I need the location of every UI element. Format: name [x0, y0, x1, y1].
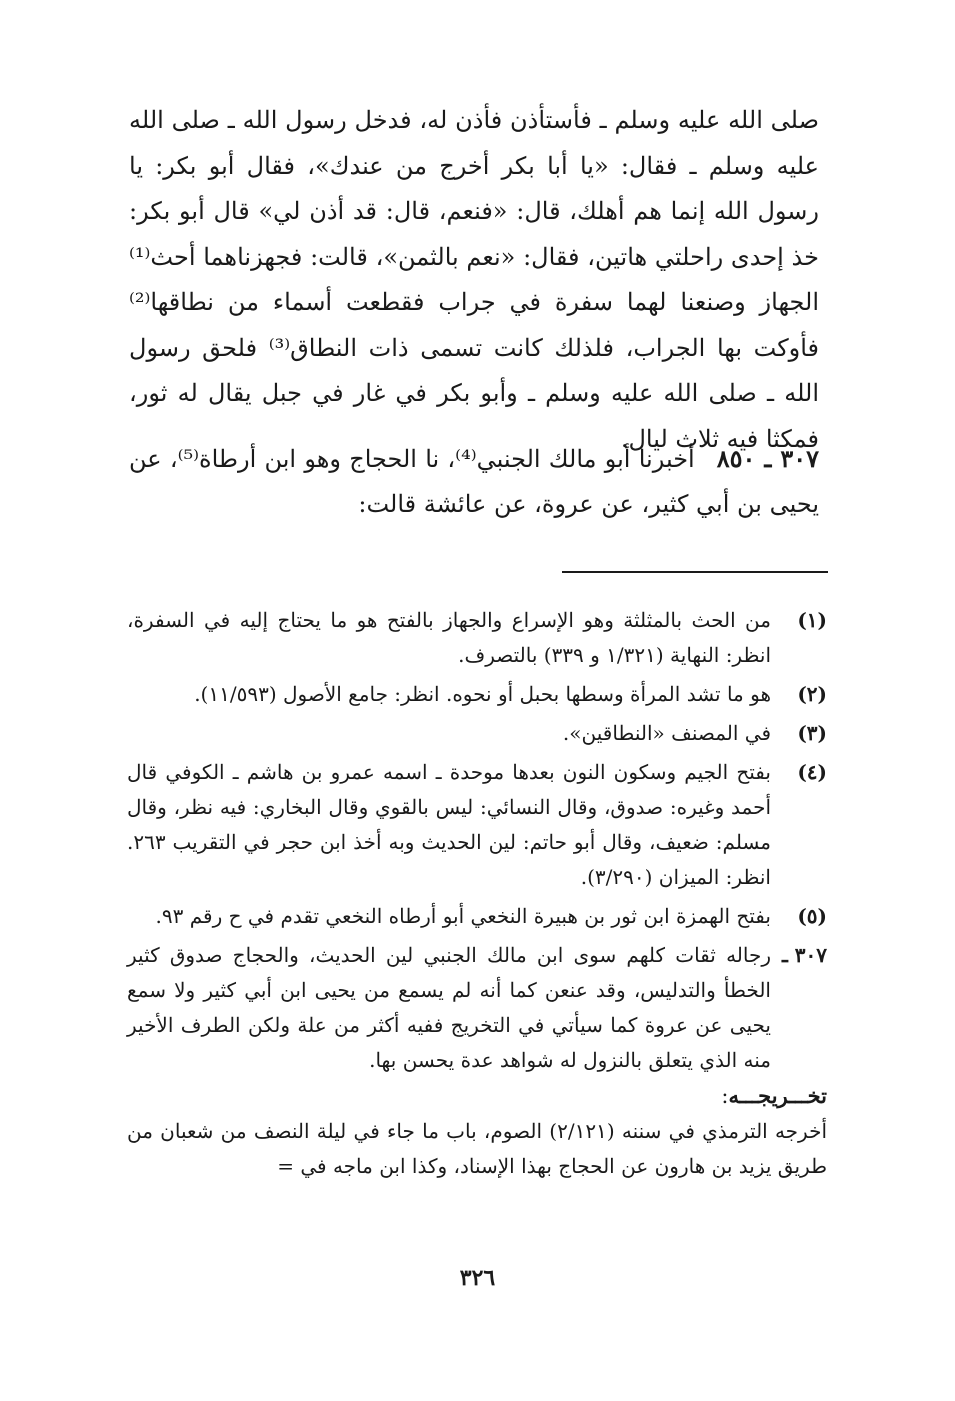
- hadith-paragraph: [129, 436, 819, 527]
- takhrij-colon: :: [721, 1084, 729, 1108]
- footnote-3: [127, 716, 827, 751]
- footnote-number: ٣٠٧ ـ: [781, 943, 827, 967]
- footnote-number: (١): [797, 608, 827, 632]
- footnote-separator: [562, 571, 828, 573]
- footnote-4: [127, 755, 827, 895]
- footnote-number: (٣): [797, 721, 827, 745]
- takhrij-text: أخرجه الترمذي في سننه (٢/١٢١) الصوم، باب ما جاء في ليلة النصف من شعبان من طريق يزيد بن هارون عن الحجاج بهذا الإسناد، وكذا ابن ماجه في =: [127, 1119, 827, 1178]
- takhrij-title: تخـــريجـــه: [728, 1083, 827, 1108]
- footnote-hadith-307: [127, 938, 827, 1078]
- footnote-text: في المصنف «النطاقين».: [562, 721, 771, 745]
- footnote-number: (٥): [797, 904, 827, 928]
- footnote-5: [127, 899, 827, 934]
- hadith-number: ٣٠٧ ـ ٨٥٠: [716, 444, 819, 473]
- hadith-block: [129, 436, 819, 527]
- footnote-text: بفتح الجيم وسكون النون بعدها موحدة ـ اسمه عمرو بن هاشم ـ الكوفي قال أحمد وغيره: صدوق، وقال النسائي: ليس بالقوي وقال البخاري: فيه نظر، وقال مسلم: ضعيف، وقال أبو حاتم: لين الحديث وبه أخذ ابن حجر في التقريب ٢٦٣. انظر: الميزان (٣/٢٩٠).: [127, 760, 771, 889]
- footnote-2: [127, 677, 827, 712]
- footnote-number: (٢): [797, 682, 827, 706]
- footnote-text: رجاله ثقات كلهم سوى ابن مالك الجنبي لين الحديث، والحجاج صدوق كثير الخطأ والتدليس، وقد عنعن كما أنه لم يسمع من يحيى ابن أبي كثير ولا سمع يحيى عن عروة كما سيأتي في التخريج ففيه أكثر من علة ولكن الطرف الأخير منه الذي يتعلق بالنزول له شواهد عدة يحسن بها.: [127, 943, 771, 1072]
- footnote-number: (٤): [797, 760, 827, 784]
- main-text-block: [129, 98, 819, 462]
- footnote-1: [127, 603, 827, 673]
- takhrij-heading: [127, 1078, 827, 1114]
- main-paragraph: صلى الله عليه وسلم ـ فأستأذن فأذن له، فدخل رسول الله ـ صلى الله عليه وسلم ـ فقال: «يا أبا بكر أخرج من عندك»، فقال أبو بكر: يا رسول الله إنما هم أهلك، قال: «فنعم، قال: قد أذن لي» قال أبو بكر: خذ إحدى راحلتي هاتين، فقال: «نعم بالثمن»، قالت: فجهزناهما أحث⁽¹⁾ الجهاز وصنعنا لهما سفرة في جراب فقطعت أسماء من نطاقها⁽²⁾ فأوكت بها الجراب، فلذلك كانت تسمى ذات النطاق⁽³⁾ فلحق رسول الله ـ صلى الله عليه وسلم ـ وأبو بكر في غار في جبل يقال له ثور، فمكثا فيه ثلاث ليال.: [129, 106, 819, 453]
- footnote-text: هو ما تشد المرأة وسطها بحبل أو نحوه. انظر: جامع الأصول (١١/٥٩٣).: [194, 682, 771, 706]
- footnotes: [127, 603, 827, 1184]
- page-number: ٣٢٦: [459, 1265, 496, 1291]
- footnote-text: من الحث بالمثلثة وهو الإسراع والجهاز بالفتح هو ما يحتاج إليه في السفرة، انظر: النهاية (١/٣٢١ و ٣٣٩) بالتصرف.: [127, 608, 771, 667]
- footnote-text: بفتح الهمزة ابن ثور بن هبيرة النخعي أبو أرطاه النخعي تقدم في ح رقم ٩٣.: [155, 904, 771, 928]
- hadith-text: أخبرنا أبو مالك الجنبي⁽⁴⁾، نا الحجاج وهو ابن أرطاة⁽⁵⁾، عن يحيى بن أبي كثير، عن عروة، عن عائشة قالت:: [129, 445, 819, 518]
